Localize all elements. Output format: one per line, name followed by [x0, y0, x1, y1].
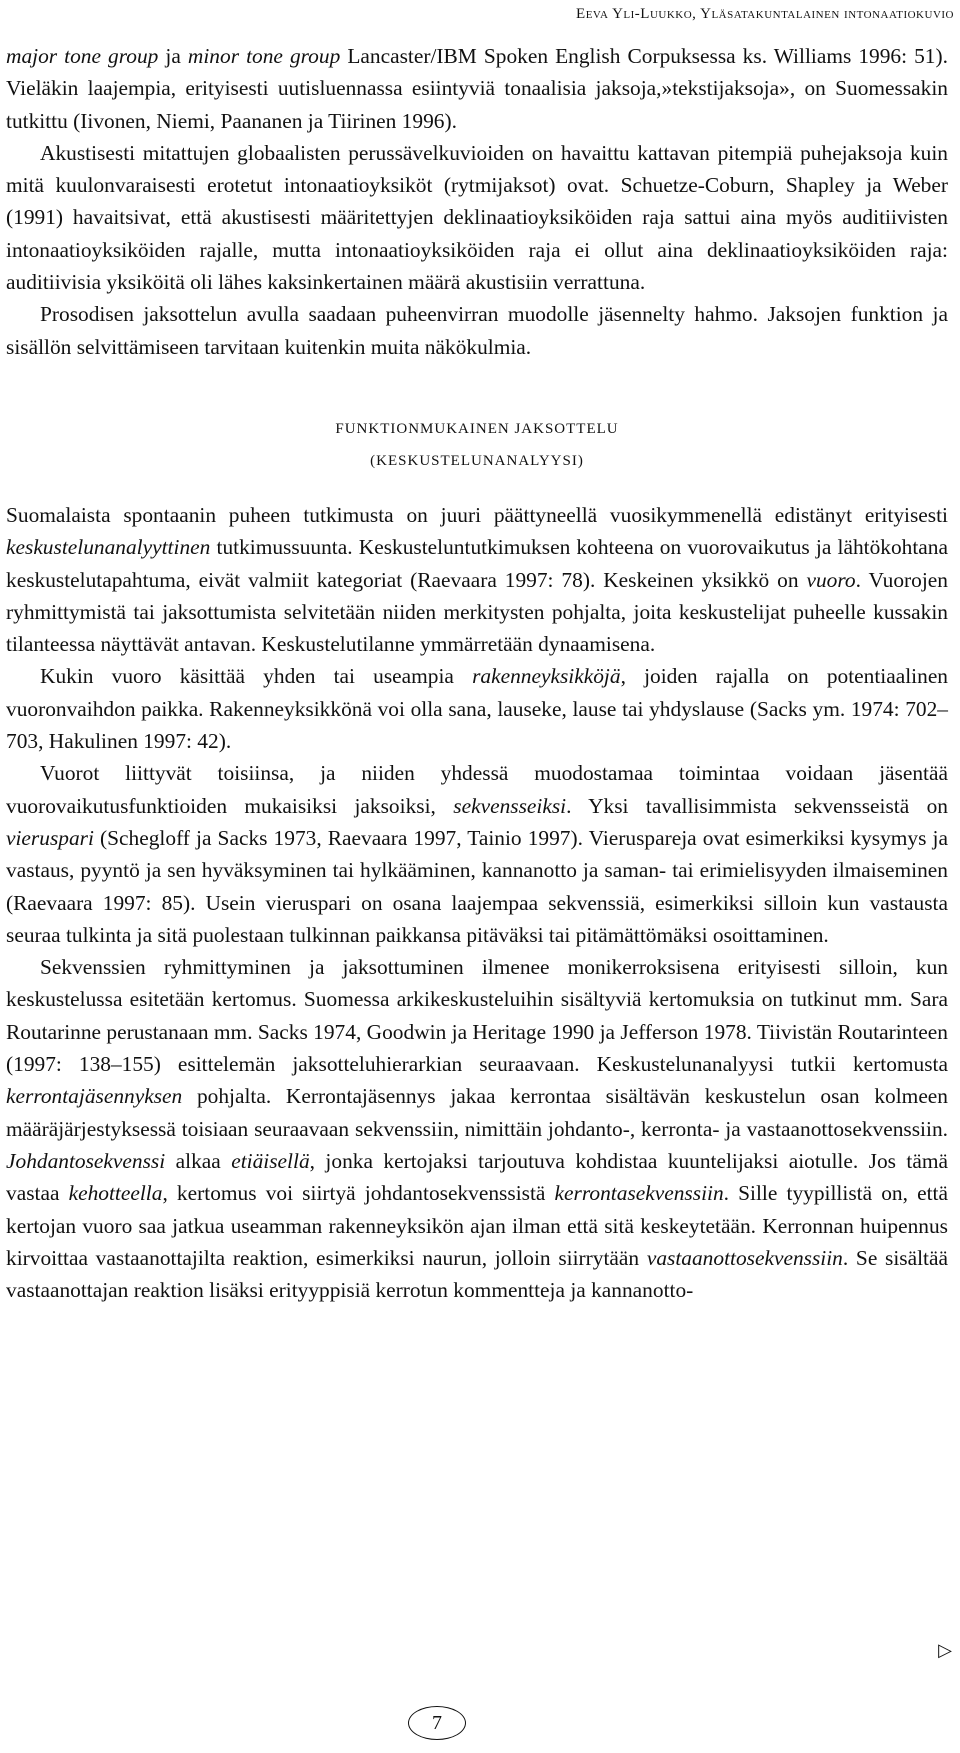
text-span: Lancaster/IBM Spoken English Corpuksessa ks. Williams 1996: 51). Vieläkin laajempia, erityisesti uutisluennassa esiintyviä tonaalisia jaksoja,»tekstijaksoja», on Suomessakin tutkittu (Iivonen, Niemi, Paananen ja Tiirinen 1996). [6, 44, 948, 133]
text-span: (Schegloff ja Sacks 1973, Raevaara 1997, Tainio 1997). Vieruspareja ovat esimerkiksi kysymys ja vastaus, pyyntö ja sen hyväksyminen tai hylkääminen, kannanotto ja saman- tai erimielisyyden ilmaiseminen (Raevaara 1997: 85). Usein vieruspari on osana laajempaa sekvenssiä, esimerkiksi silloin kun vastausta seuraa tulkinta ja sitä puolestaan tulkinnan paikkansa pitäväksi tai pitämättömäksi osoittaminen. [6, 825, 948, 947]
running-head: Eeva Yli-Luukko, Yläsatakuntalainen intonaatiokuvio [576, 6, 954, 22]
paragraph-4 [6, 499, 948, 660]
text-span: Sekvenssien ryhmittyminen ja jaksottuminen ilmenee monikerroksisena erityisesti silloin, kun keskustelussa esitetään kertomus. Suomessa arkikeskusteluihin sisältyviä kertomuksia on tutkinut mm. Sara Routarinne perustanaan mm. Sacks 1974, Goodwin ja Heritage 1990 ja Jefferson 1978. Tiivistän Routarinteen (1997: 138–155) esittelemän jaksotteluhierarkian seuraavaan. Keskustelunanalyysi tutkii kertomusta [6, 955, 948, 1077]
section-heading [6, 413, 948, 477]
paragraph-7 [6, 951, 948, 1306]
text-span: , joiden rajalla on potentiaalinen vuoronvaihdon paikka. Rakenneyksikkönä voi olla sana, lauseke, lause tai yhdyslause (Sacks ym. 1974: 702–703, Hakulinen 1997: 42). [6, 664, 949, 754]
term-keskustelunanalyyttinen: keskustelunanalyyttinen [6, 535, 211, 560]
section-subtitle: (KESKUSTELUNANALYYSI) [370, 452, 584, 469]
term-minor-tone-group: minor tone group [187, 44, 341, 68]
paragraph-6 [6, 757, 948, 951]
paragraph-5 [6, 660, 948, 757]
text-span: . Vuorojen ryhmittymistä tai jaksottumista selvitetään niiden merkitysten pohjalta, joita keskustelijat puheelle kussakin tilanteessa näyttävät antavan. Keskustelutilanne ymmärretään dynaamisena. [6, 567, 948, 657]
text-span: Kukin vuoro käsittää yhden tai useampia [40, 664, 473, 689]
text-span: ja [158, 44, 188, 68]
term-major-tone-group: major tone group [6, 44, 159, 68]
text-span: pohjalta. Kerrontajäsennys jakaa kerrontaa sisältävän keskustelun osan kolmeen määräjärjestyksessä toisiaan seuraavaan sekvenssiin, nimittäin johdanto-, kerronta- ja vastaanottosekvenssiin. [6, 1084, 948, 1141]
text-span: . Yksi tavallisimmista sekvensseistä on [566, 793, 948, 818]
page-number: 7 [408, 1706, 466, 1740]
term-vuoro: vuoro [806, 567, 856, 592]
term-kerrontasekvenssiin: kerrontasekvenssiin [554, 1181, 724, 1206]
paragraph-1 [6, 40, 948, 137]
section-title: FUNKTIONMUKAINEN JAKSOTTELU [335, 420, 619, 437]
text-span: Vuorot liittyvät toisiinsa, ja niiden yhdessä muodostamaa toimintaa voidaan jäsentää vuorovaikutusfunktioiden mukaisiksi jaksoiksi, [6, 761, 948, 818]
text-span: . Sille tyypillistä on, että kertojan vuoro saa jatkua useamman rakenneyksikön ajan ilman että sitä keskeytetään. Kerronnan huipennus kirvoittaa vastaanottajilta reaktion, esimerkiksi naurun, jolloin siirrytään [6, 1181, 948, 1270]
term-vieruspari: vieruspari [6, 825, 94, 850]
text-span: . Se sisältää vastaanottajan reaktion lisäksi erityyppisiä kerrotun kommentteja ja kannanotto- [6, 1245, 948, 1303]
paragraph-3: Prosodisen jaksottelun avulla saadaan puheenvirran muodolle jäsennelty hahmo. Jaksojen funktion ja sisällön selvittämiseen tarvitaan kuitenkin muita näkökulmia. [6, 302, 948, 359]
term-johdantosekvenssi: Johdantosekvenssi [6, 1148, 166, 1173]
text-span: alkaa [165, 1148, 232, 1173]
term-kehotteella: kehotteella [68, 1181, 163, 1206]
continue-arrow-icon: ▷ [938, 1640, 952, 1660]
term-rakenneyksikkoja: rakenneyksikköjä [472, 664, 621, 689]
text-span: , jonka kertojaksi tarjoutuva kohdistaa kuuntelijaksi aiotulle. Jos tämä vastaa [6, 1148, 948, 1206]
text-span: tutkimussuunta. Keskusteluntutkimuksen kohteena on vuorovaikutus ja lähtökohtana keskustelutapahtuma, eivät valmiit kategoriat (Raevaara 1997: 78). Keskeinen yksikkö on [6, 535, 948, 592]
body-text [6, 40, 948, 1306]
text-span: , kertomus voi siirtyä johdantosekvenssistä [162, 1181, 555, 1206]
term-vastaanottosekvenssiin: vastaanottosekvenssiin [646, 1245, 843, 1270]
term-kerrontajasennyksen: kerrontajäsennyksen [6, 1084, 183, 1109]
term-etiaisella: etiäisellä [231, 1148, 310, 1173]
paragraph-2: Akustisesti mitattujen globaalisten perussävelkuvioiden on havaittu kattavan pitempiä puhejaksoja kuin mitä kuulonvaraisesti erotetut intonaatioyksiköt (rytmijaksot) ovat. Schuetze-Coburn, Shapley ja Weber (1991) havaitsivat, että akustisesti määritettyjen deklinaatioyksiköiden raja sattui aina myös auditiivisten intonaatioyksiköiden rajalle, mutta intonaatioyksiköiden raja ei ollut aina deklinaatioyksiköiden raja: auditiivisia yksiköitä oli lähes kaksinkertainen määrä akustisiin verrattuna. [6, 140, 948, 295]
text-span: Suomalaista spontaanin puheen tutkimusta on juuri päättyneellä vuosikymmenellä edistänyt erityisesti [6, 502, 948, 527]
term-sekvensseiksi: sekvensseiksi [453, 793, 567, 818]
